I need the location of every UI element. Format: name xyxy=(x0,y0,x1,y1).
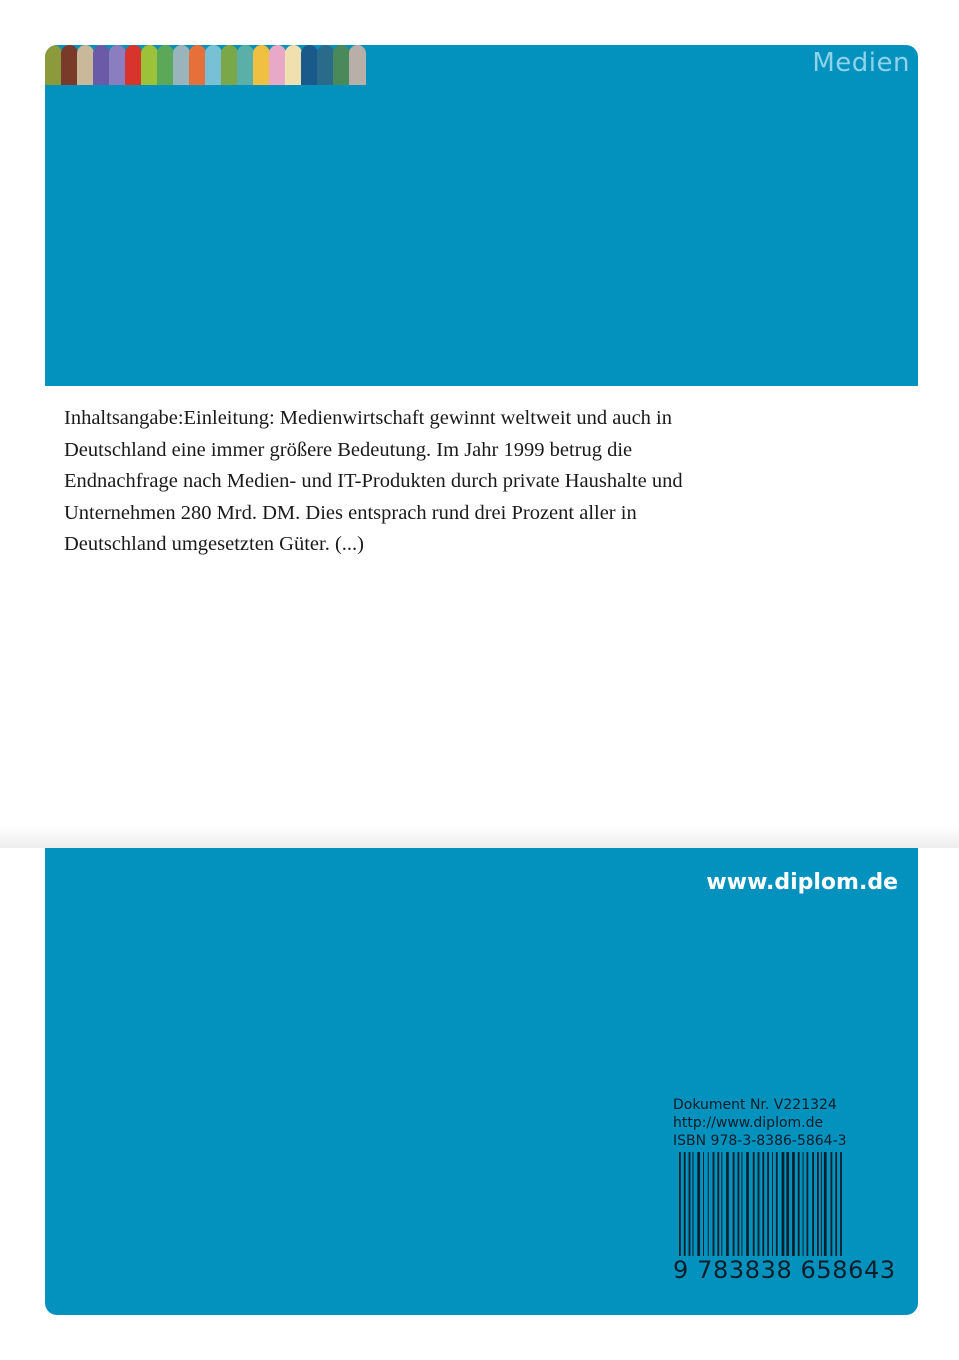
barcode-bar xyxy=(792,1152,795,1256)
barcode-bar xyxy=(703,1152,704,1256)
barcode-bar xyxy=(753,1152,755,1256)
barcode-bar xyxy=(693,1152,694,1256)
color-stripe xyxy=(157,45,174,85)
color-stripe xyxy=(77,45,94,85)
top-panel xyxy=(45,45,918,386)
barcode-bar xyxy=(840,1152,842,1256)
barcode-bar xyxy=(733,1152,735,1256)
blurb-line: Deutschland eine immer größere Bedeutung. Im Jahr 1999 betrug die xyxy=(64,438,633,461)
color-stripe xyxy=(189,45,206,85)
barcode-bar xyxy=(679,1152,681,1256)
publication-info xyxy=(673,1096,847,1150)
isbn: ISBN 978-3-8386-5864-3 xyxy=(673,1133,847,1149)
publisher-url[interactable]: http://www.diplom.de xyxy=(673,1115,824,1131)
color-stripe xyxy=(173,45,190,85)
color-stripe xyxy=(253,45,270,85)
color-stripe xyxy=(141,45,158,85)
barcode-bar xyxy=(824,1152,827,1256)
barcode-bar xyxy=(807,1152,809,1256)
barcode-bar xyxy=(746,1152,749,1256)
divider-shadow xyxy=(0,826,959,848)
color-stripe xyxy=(93,45,110,85)
color-stripe xyxy=(301,45,318,85)
barcode-bar xyxy=(821,1152,822,1256)
color-stripe xyxy=(221,45,238,85)
barcode-bar xyxy=(726,1152,729,1256)
barcode-bar xyxy=(831,1152,833,1256)
color-stripe xyxy=(61,45,78,85)
blurb-line: Deutschland umgesetzten Güter. (...) xyxy=(64,533,365,555)
barcode-bar xyxy=(776,1152,778,1256)
barcode-bar xyxy=(798,1152,800,1256)
document-number: Dokument Nr. V221324 xyxy=(673,1097,837,1113)
bottom-panel xyxy=(45,848,918,1315)
color-stripe xyxy=(333,45,350,85)
color-stripe xyxy=(269,45,286,85)
barcode-bar xyxy=(697,1152,700,1256)
barcode-bar xyxy=(708,1152,709,1256)
barcode-bar xyxy=(738,1152,740,1256)
barcode-bar xyxy=(835,1152,837,1256)
barcode-bar xyxy=(721,1152,722,1256)
barcode-bar xyxy=(803,1152,804,1256)
barcode-bar xyxy=(689,1152,691,1256)
barcode-bars xyxy=(673,1152,898,1256)
category-label: Medien xyxy=(812,48,910,78)
color-stripe xyxy=(205,45,222,85)
barcode-bar xyxy=(741,1152,742,1256)
barcode-digits: 9 783838 658643 xyxy=(673,1256,896,1284)
barcode xyxy=(673,1152,898,1288)
barcode-bar xyxy=(817,1152,819,1256)
website-link[interactable]: www.diplom.de xyxy=(706,870,898,895)
color-stripe xyxy=(285,45,302,85)
blurb-line: Inhaltsangabe:Einleitung: Medienwirtschaft gewinnt weltweit und auch in xyxy=(64,407,673,429)
barcode-bar xyxy=(684,1152,686,1256)
blurb-line: Endnachfrage nach Medien- und IT-Produkten durch private Haushalte und xyxy=(64,470,683,492)
barcode-bar xyxy=(772,1152,773,1256)
color-stripes xyxy=(45,45,365,85)
barcode-bar xyxy=(713,1152,715,1256)
color-stripe xyxy=(237,45,254,85)
color-stripe xyxy=(317,45,334,85)
color-stripe xyxy=(349,45,366,85)
barcode-bar xyxy=(767,1152,769,1256)
barcode-bar xyxy=(812,1152,814,1256)
blurb-text xyxy=(64,403,784,561)
barcode-bar xyxy=(758,1152,760,1256)
barcode-bar xyxy=(782,1152,785,1256)
color-stripe xyxy=(109,45,126,85)
color-stripe xyxy=(125,45,142,85)
barcode-bar xyxy=(717,1152,719,1256)
blurb-line: Unternehmen 280 Mrd. DM. Dies entsprach rund drei Prozent aller in xyxy=(64,501,637,524)
barcode-bar xyxy=(762,1152,764,1256)
barcode-bar xyxy=(786,1152,789,1256)
color-stripe xyxy=(45,45,62,85)
